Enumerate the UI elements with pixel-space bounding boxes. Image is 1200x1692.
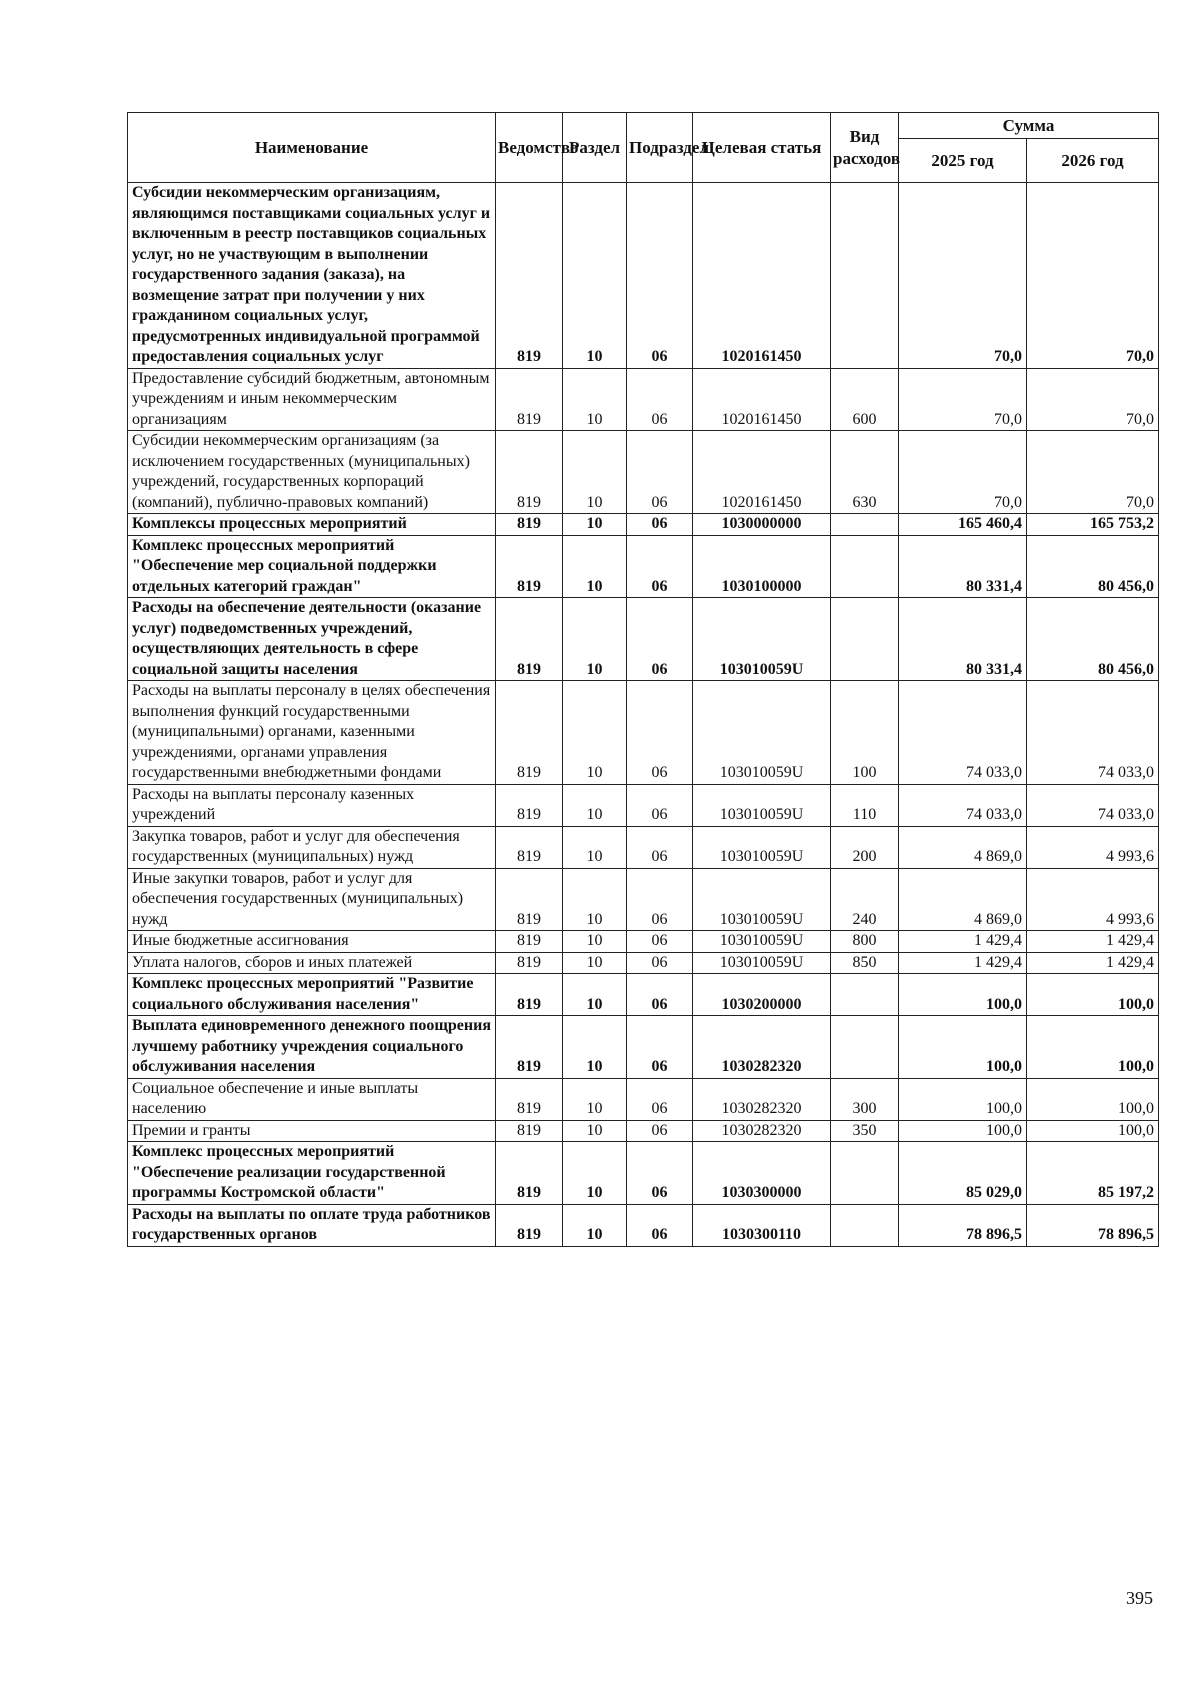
cell-vid-rashodov: 630 (831, 431, 899, 514)
cell-2026: 1 429,4 (1027, 931, 1159, 953)
cell-celevaya-statya: 1030200000 (693, 974, 831, 1016)
cell-vid-rashodov: 600 (831, 368, 899, 431)
cell-podrazdel: 06 (627, 826, 693, 868)
cell-razdel: 10 (563, 1142, 627, 1205)
cell-2025: 100,0 (899, 1016, 1027, 1079)
table-row (128, 368, 1159, 431)
cell-2025: 70,0 (899, 431, 1027, 514)
cell-celevaya-statya: 103010059U (693, 868, 831, 931)
cell-vedomstvo: 819 (496, 368, 563, 431)
cell-razdel: 10 (563, 431, 627, 514)
cell-celevaya-statya: 1030282320 (693, 1120, 831, 1142)
table-row (128, 183, 1159, 369)
cell-vid-rashodov (831, 598, 899, 681)
cell-podrazdel: 06 (627, 974, 693, 1016)
table-row (128, 974, 1159, 1016)
cell-vedomstvo: 819 (496, 598, 563, 681)
cell-razdel: 10 (563, 1016, 627, 1079)
cell-vedomstvo: 819 (496, 431, 563, 514)
cell-vedomstvo: 819 (496, 1016, 563, 1079)
header-year-2026: 2026 год (1027, 139, 1159, 183)
cell-razdel: 10 (563, 535, 627, 598)
header-year-2025: 2025 год (899, 139, 1027, 183)
cell-celevaya-statya: 103010059U (693, 931, 831, 953)
cell-vid-rashodov: 850 (831, 952, 899, 974)
cell-2026: 80 456,0 (1027, 598, 1159, 681)
cell-celevaya-statya: 1030000000 (693, 514, 831, 536)
cell-vid-rashodov: 110 (831, 784, 899, 826)
table-row (128, 826, 1159, 868)
cell-celevaya-statya: 1030282320 (693, 1078, 831, 1120)
cell-2026: 74 033,0 (1027, 681, 1159, 785)
cell-podrazdel: 06 (627, 535, 693, 598)
cell-vedomstvo: 819 (496, 974, 563, 1016)
table-row (128, 681, 1159, 785)
cell-celevaya-statya: 103010059U (693, 784, 831, 826)
cell-vid-rashodov (831, 1204, 899, 1246)
cell-razdel: 10 (563, 681, 627, 785)
cell-vid-rashodov (831, 1016, 899, 1079)
cell-vid-rashodov: 300 (831, 1078, 899, 1120)
header-celevaya-statya: Целевая статья (693, 113, 831, 183)
cell-2026: 100,0 (1027, 1120, 1159, 1142)
table-row (128, 1142, 1159, 1205)
cell-2025: 100,0 (899, 1078, 1027, 1120)
page-number: 395 (1126, 1588, 1153, 1608)
table-row (128, 1078, 1159, 1120)
cell-2026: 78 896,5 (1027, 1204, 1159, 1246)
cell-celevaya-statya: 1020161450 (693, 183, 831, 369)
cell-2025: 78 896,5 (899, 1204, 1027, 1246)
cell-2025: 85 029,0 (899, 1142, 1027, 1205)
header-summa: Сумма (899, 113, 1159, 139)
cell-vedomstvo: 819 (496, 952, 563, 974)
cell-vid-rashodov (831, 183, 899, 369)
cell-podrazdel: 06 (627, 931, 693, 953)
cell-razdel: 10 (563, 598, 627, 681)
cell-vedomstvo: 819 (496, 1204, 563, 1246)
cell-razdel: 10 (563, 784, 627, 826)
cell-name: Субсидии некоммерческим организациям (за исключением государственных (муниципальных) учреждений, государственных корпораций (компаний), публично-правовых компаний) (128, 431, 496, 514)
cell-2026: 4 993,6 (1027, 826, 1159, 868)
cell-2025: 80 331,4 (899, 598, 1027, 681)
cell-2026: 100,0 (1027, 1078, 1159, 1120)
cell-podrazdel: 06 (627, 1204, 693, 1246)
table-row (128, 514, 1159, 536)
cell-vid-rashodov: 240 (831, 868, 899, 931)
cell-vedomstvo: 819 (496, 784, 563, 826)
cell-2025: 80 331,4 (899, 535, 1027, 598)
cell-podrazdel: 06 (627, 183, 693, 369)
cell-2026: 80 456,0 (1027, 535, 1159, 598)
cell-name: Комплекс процессных мероприятий "Развитие социального обслуживания населения" (128, 974, 496, 1016)
cell-razdel: 10 (563, 1120, 627, 1142)
cell-2026: 1 429,4 (1027, 952, 1159, 974)
cell-razdel: 10 (563, 826, 627, 868)
cell-vedomstvo: 819 (496, 1078, 563, 1120)
table-row (128, 1120, 1159, 1142)
cell-razdel: 10 (563, 368, 627, 431)
cell-vedomstvo: 819 (496, 681, 563, 785)
table-row (128, 952, 1159, 974)
cell-celevaya-statya: 1020161450 (693, 431, 831, 514)
cell-vid-rashodov: 800 (831, 931, 899, 953)
cell-name: Расходы на выплаты персоналу казенных учреждений (128, 784, 496, 826)
cell-name: Расходы на обеспечение деятельности (оказание услуг) подведомственных учреждений, осуществляющих деятельность в сфере социальной защиты населения (128, 598, 496, 681)
cell-name: Субсидии некоммерческим организациям, являющимся поставщиками социальных услуг и включенным в реестр поставщиков социальных услуг, но не участвующим в выполнении государственного задания (заказа), на возмещение затрат при получении у них гражданином социальных услуг, предусмотренных индивидуальной программой предоставления социальных услуг (128, 183, 496, 369)
cell-2025: 4 869,0 (899, 826, 1027, 868)
cell-name: Иные бюджетные ассигнования (128, 931, 496, 953)
cell-razdel: 10 (563, 183, 627, 369)
cell-2025: 74 033,0 (899, 681, 1027, 785)
cell-name: Расходы на выплаты по оплате труда работников государственных органов (128, 1204, 496, 1246)
cell-name: Выплата единовременного денежного поощрения лучшему работнику учреждения социального обслуживания населения (128, 1016, 496, 1079)
cell-razdel: 10 (563, 514, 627, 536)
cell-vedomstvo: 819 (496, 1120, 563, 1142)
cell-vedomstvo: 819 (496, 931, 563, 953)
cell-2026: 100,0 (1027, 1016, 1159, 1079)
cell-2025: 74 033,0 (899, 784, 1027, 826)
cell-celevaya-statya: 103010059U (693, 826, 831, 868)
table-row (128, 931, 1159, 953)
cell-podrazdel: 06 (627, 431, 693, 514)
cell-razdel: 10 (563, 952, 627, 974)
cell-vedomstvo: 819 (496, 868, 563, 931)
header-name: Наименование (128, 113, 496, 183)
cell-celevaya-statya: 1030282320 (693, 1016, 831, 1079)
cell-podrazdel: 06 (627, 1078, 693, 1120)
cell-vid-rashodov: 200 (831, 826, 899, 868)
cell-razdel: 10 (563, 931, 627, 953)
cell-vid-rashodov (831, 974, 899, 1016)
cell-podrazdel: 06 (627, 598, 693, 681)
header-razdel: Раздел (563, 113, 627, 183)
cell-vid-rashodov (831, 1142, 899, 1205)
cell-podrazdel: 06 (627, 1016, 693, 1079)
header-vedomstvo: Ведомство (496, 113, 563, 183)
cell-name: Комплексы процессных мероприятий (128, 514, 496, 536)
cell-2026: 4 993,6 (1027, 868, 1159, 931)
cell-podrazdel: 06 (627, 681, 693, 785)
cell-razdel: 10 (563, 1204, 627, 1246)
cell-2025: 4 869,0 (899, 868, 1027, 931)
table-row (128, 1204, 1159, 1246)
cell-vedomstvo: 819 (496, 826, 563, 868)
table-body (128, 183, 1159, 1247)
cell-name: Предоставление субсидий бюджетным, автономным учреждениям и иным некоммерческим организациям (128, 368, 496, 431)
cell-2026: 100,0 (1027, 974, 1159, 1016)
cell-name: Расходы на выплаты персоналу в целях обеспечения выполнения функций государственными (муниципальными) органами, казенными учреждениями, органами управления государственными внебюджетными фондами (128, 681, 496, 785)
cell-vid-rashodov (831, 514, 899, 536)
cell-vedomstvo: 819 (496, 183, 563, 369)
table-row (128, 784, 1159, 826)
cell-podrazdel: 06 (627, 868, 693, 931)
cell-razdel: 10 (563, 974, 627, 1016)
table-row (128, 1016, 1159, 1079)
cell-celevaya-statya: 103010059U (693, 681, 831, 785)
cell-celevaya-statya: 1020161450 (693, 368, 831, 431)
cell-celevaya-statya: 103010059U (693, 952, 831, 974)
table-row (128, 431, 1159, 514)
budget-table (127, 112, 1159, 1247)
cell-name: Закупка товаров, работ и услуг для обеспечения государственных (муниципальных) нужд (128, 826, 496, 868)
cell-2025: 1 429,4 (899, 931, 1027, 953)
cell-vid-rashodov: 350 (831, 1120, 899, 1142)
header-podrazdel: Подраздел (627, 113, 693, 183)
cell-name: Комплекс процессных мероприятий "Обеспечение реализации государственной программы Костромской области" (128, 1142, 496, 1205)
cell-vid-rashodov: 100 (831, 681, 899, 785)
cell-razdel: 10 (563, 1078, 627, 1120)
cell-vedomstvo: 819 (496, 1142, 563, 1205)
table-row (128, 535, 1159, 598)
cell-vid-rashodov (831, 535, 899, 598)
cell-name: Социальное обеспечение и иные выплаты населению (128, 1078, 496, 1120)
cell-celevaya-statya: 1030300110 (693, 1204, 831, 1246)
cell-name: Комплекс процессных мероприятий "Обеспечение мер социальной поддержки отдельных категорий граждан" (128, 535, 496, 598)
cell-celevaya-statya: 1030300000 (693, 1142, 831, 1205)
cell-2025: 100,0 (899, 974, 1027, 1016)
cell-name: Иные закупки товаров, работ и услуг для обеспечения государственных (муниципальных) нужд (128, 868, 496, 931)
cell-2026: 70,0 (1027, 431, 1159, 514)
cell-name: Премии и гранты (128, 1120, 496, 1142)
cell-podrazdel: 06 (627, 952, 693, 974)
cell-podrazdel: 06 (627, 1120, 693, 1142)
cell-2025: 100,0 (899, 1120, 1027, 1142)
cell-2025: 165 460,4 (899, 514, 1027, 536)
cell-podrazdel: 06 (627, 784, 693, 826)
cell-vedomstvo: 819 (496, 514, 563, 536)
cell-2025: 70,0 (899, 368, 1027, 431)
header-vid-rashodov: Вид расходов (831, 113, 899, 183)
table-row (128, 868, 1159, 931)
cell-vedomstvo: 819 (496, 535, 563, 598)
cell-podrazdel: 06 (627, 368, 693, 431)
cell-podrazdel: 06 (627, 514, 693, 536)
cell-2026: 165 753,2 (1027, 514, 1159, 536)
table-header (128, 113, 1159, 183)
cell-2026: 70,0 (1027, 183, 1159, 369)
cell-2026: 70,0 (1027, 368, 1159, 431)
cell-2025: 1 429,4 (899, 952, 1027, 974)
cell-razdel: 10 (563, 868, 627, 931)
cell-celevaya-statya: 1030100000 (693, 535, 831, 598)
table-row (128, 598, 1159, 681)
cell-name: Уплата налогов, сборов и иных платежей (128, 952, 496, 974)
cell-podrazdel: 06 (627, 1142, 693, 1205)
cell-2026: 74 033,0 (1027, 784, 1159, 826)
cell-celevaya-statya: 103010059U (693, 598, 831, 681)
cell-2025: 70,0 (899, 183, 1027, 369)
cell-2026: 85 197,2 (1027, 1142, 1159, 1205)
